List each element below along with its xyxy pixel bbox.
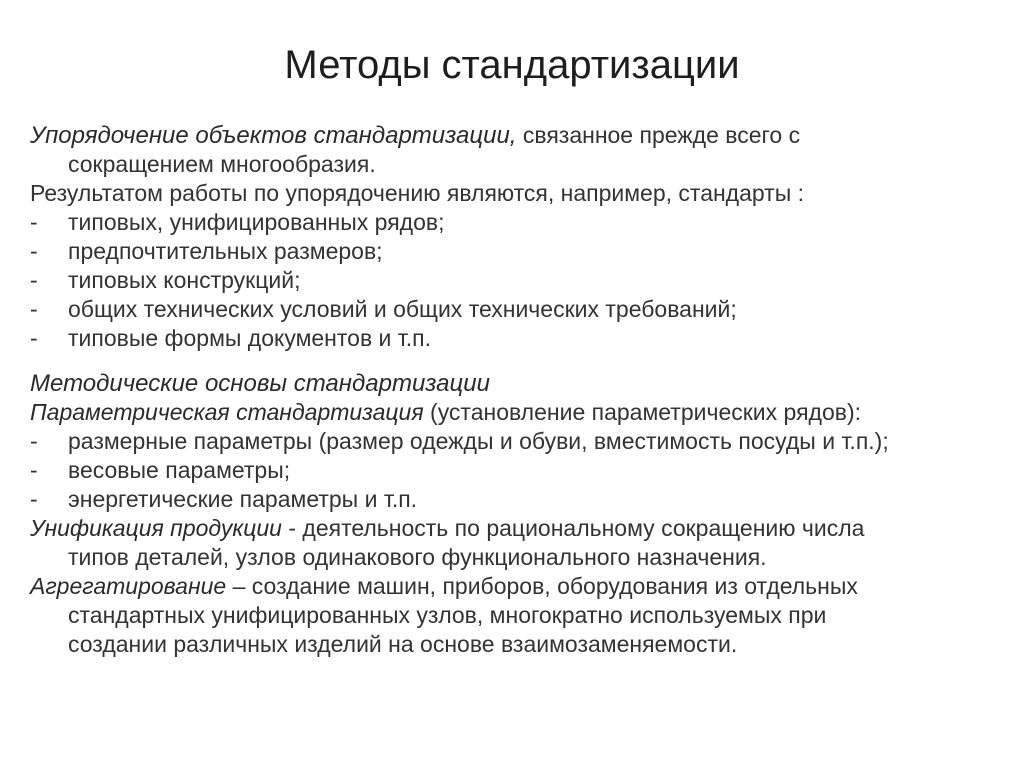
list-item-text: весовые параметры; — [68, 457, 291, 483]
list-item — [30, 485, 1000, 514]
bullet-dash: - — [30, 238, 38, 264]
section1-heading: Упорядочение объектов стандартизации, — [30, 122, 517, 149]
param-line — [30, 398, 1000, 427]
bullet-dash: - — [30, 428, 38, 454]
bullet-dash: - — [30, 267, 38, 293]
aggr-rest: – создание машин, приборов, оборудования из отдельных — [226, 573, 858, 599]
list-item — [30, 266, 1000, 295]
section2-heading: Методические основы стандартизации — [30, 370, 490, 397]
list-item-text: типовых конструкций; — [68, 267, 301, 293]
list-item-text: типовых, унифицированных рядов; — [68, 209, 445, 235]
bullet-dash: - — [30, 486, 38, 512]
unif-line — [30, 514, 1000, 543]
bullet-dash: - — [30, 457, 38, 483]
param-rest: (установление параметрических рядов): — [423, 399, 862, 425]
list-item-text: типовые формы документов и т.п. — [68, 325, 432, 351]
unif-cont: типов деталей, узлов одинакового функционального назначения. — [68, 544, 767, 570]
list-item — [30, 324, 1000, 353]
unif-term: Унификация продукции — [30, 515, 282, 541]
slide-body — [30, 121, 1000, 659]
list-item — [30, 427, 1000, 456]
aggr-line — [30, 572, 1000, 601]
aggr-term: Агрегатирование — [30, 573, 227, 599]
list-item — [30, 456, 1000, 485]
list-item — [30, 237, 1000, 266]
list-item-text: размерные параметры (размер одежды и обуви, вместимость посуды и т.п.); — [68, 428, 889, 454]
list-item-text: общих технических условий и общих технических требований; — [68, 296, 737, 322]
list-item-text: энергетические параметры и т.п. — [68, 486, 418, 512]
param-term: Параметрическая стандартизация — [30, 399, 424, 425]
aggr-cont1: стандартных унифицированных узлов, многократно используемых при — [68, 602, 827, 628]
section1-heading-rest: связанное прежде всего с — [516, 122, 801, 148]
list-item — [30, 208, 1000, 237]
aggr-cont2: создании различных изделий на основе взаимозаменяемости. — [68, 631, 738, 657]
section1-heading-line — [30, 121, 1000, 150]
section1-intro: Результатом работы по упорядочению являются, например, стандарты : — [30, 180, 805, 206]
list-item — [30, 295, 1000, 324]
bullet-dash: - — [30, 296, 38, 322]
unif-rest: - деятельность по рациональному сокращению числа — [281, 515, 865, 541]
bullet-dash: - — [30, 209, 38, 235]
list-item-text: предпочтительных размеров; — [68, 238, 383, 264]
bullet-dash: - — [30, 325, 38, 351]
slide-title: Методы стандартизации — [284, 43, 740, 87]
section1-heading-cont: сокращением многообразия. — [68, 151, 376, 177]
